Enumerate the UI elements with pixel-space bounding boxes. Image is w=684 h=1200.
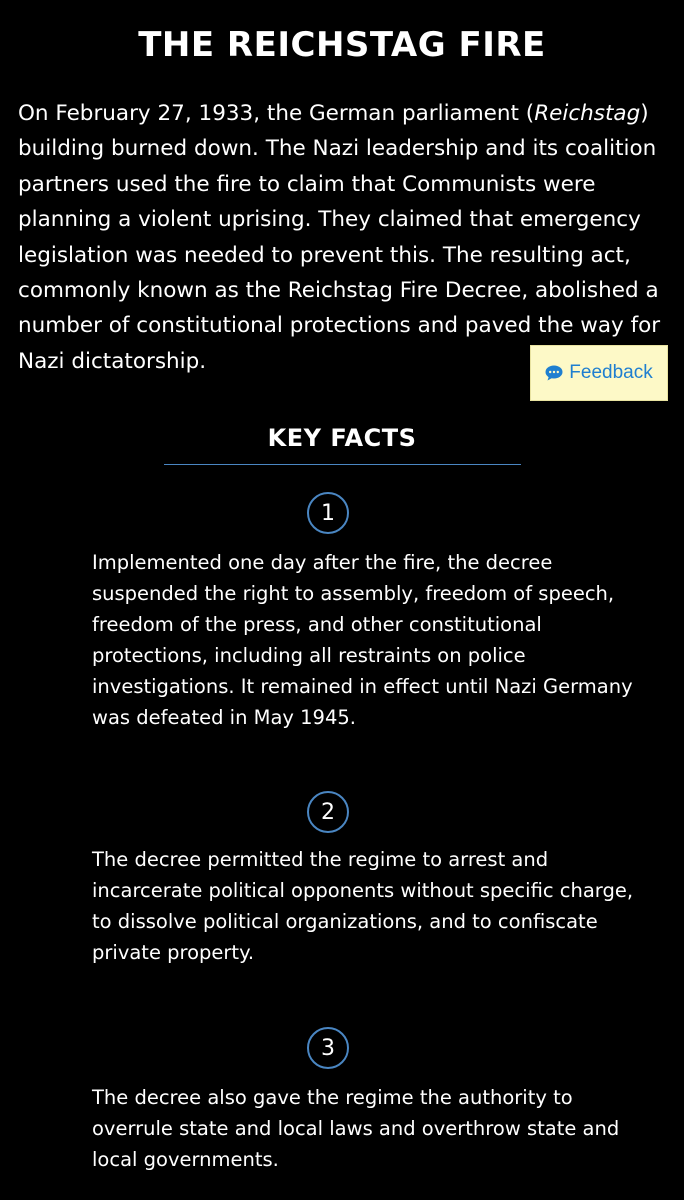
- fact-number-1: 1: [307, 492, 349, 534]
- feedback-button[interactable]: [530, 345, 668, 401]
- fact-text-3: The decree also gave the regime the authority to overrule state and local laws and overthrow state and local governments.: [92, 1086, 620, 1171]
- intro-paragraph: [18, 96, 672, 379]
- page-title: THE REICHSTAG FIRE: [138, 25, 546, 65]
- speech-bubble-icon: [545, 365, 563, 381]
- intro-text-start: On February 27, 1933, the German parliament (: [18, 101, 535, 126]
- fact-number-3: 3: [307, 1027, 349, 1069]
- fact-text-2: The decree permitted the regime to arrest and incarcerate political opponents without specific charge, to dissolve political organizations, and to confiscate private property.: [92, 848, 634, 964]
- key-facts-heading: KEY FACTS: [267, 424, 417, 452]
- intro-italic-term: Reichstag: [534, 101, 641, 126]
- key-facts-divider: [164, 464, 521, 465]
- fact-number-2: 2: [307, 791, 349, 833]
- feedback-label: Feedback: [569, 362, 653, 383]
- intro-text-rest: ) building burned down. The Nazi leadership and its coalition partners used the fire to claim that Communists were planning a violent uprising. They claimed that emergency legislation was needed to prevent this. The resulting act, commonly known as the Reichstag Fire Decree, abolished a number of constitutional protections and paved the way for Nazi dictatorship.: [18, 101, 661, 374]
- fact-text-1: Implemented one day after the fire, the decree suspended the right to assembly, freedom of speech, freedom of the press, and other constitutional protections, including all restraints on police investigations. It remained in effect until Nazi Germany was defeated in May 1945.: [92, 551, 633, 729]
